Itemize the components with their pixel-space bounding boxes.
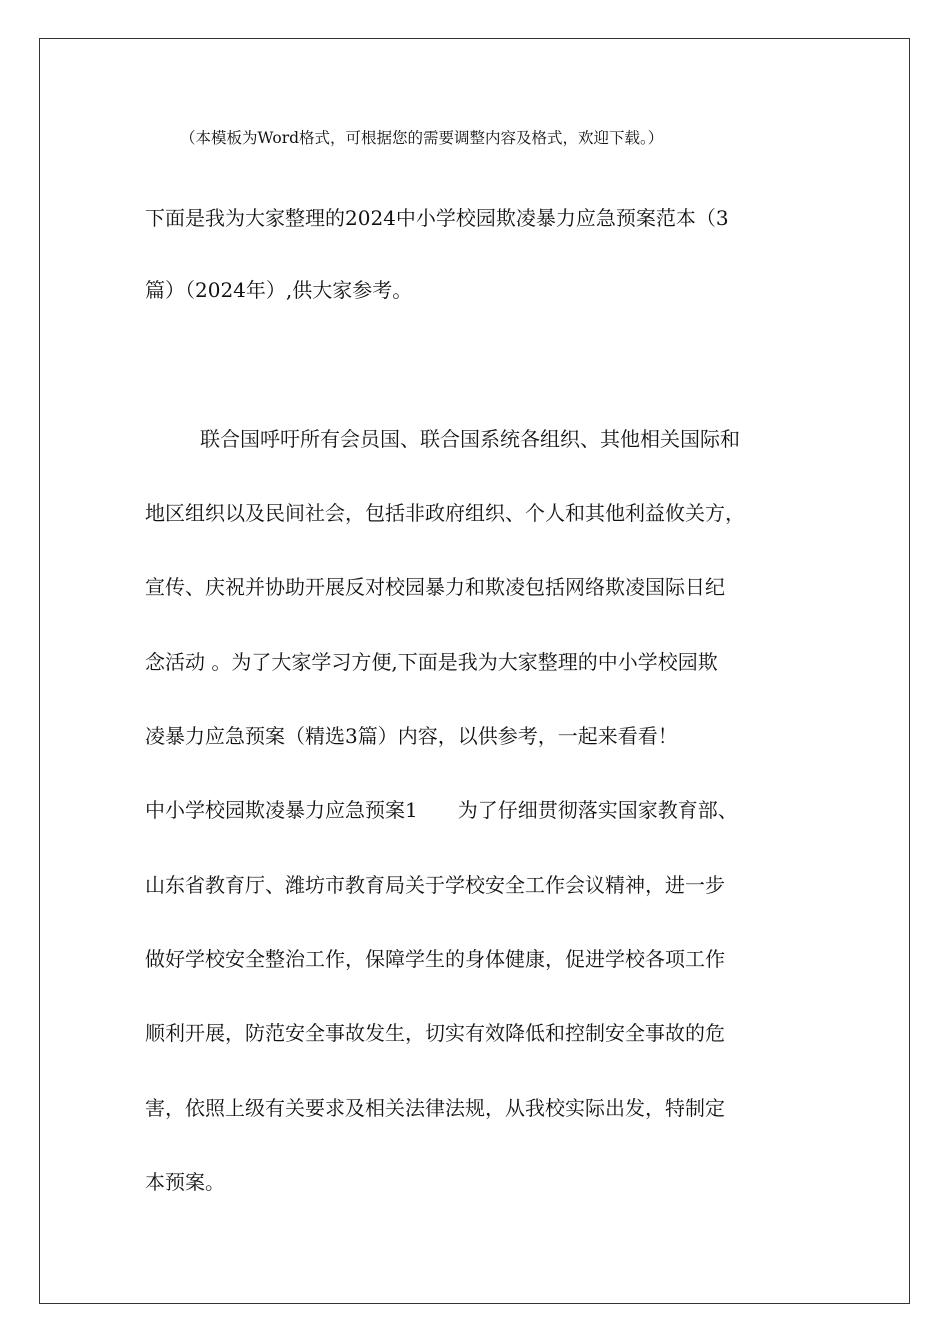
body-line-5: 凌暴力应急预案（精选3篇）内容，以供参考，一起来看看！ — [145, 724, 678, 748]
intro-line-2: 篇）（2024年）,供大家参考。 — [145, 278, 413, 302]
section-heading-line: 中小学校园欺凌暴力应急预案1 为了仔细贯彻落实国家教育部、 — [145, 798, 738, 822]
body-line-8: 做好学校安全整治工作，保障学生的身体健康，促进学校各项工作 — [145, 947, 725, 971]
body-line-7: 山东省教育厅、潍坊市教育局关于学校安全工作会议精神，进一步 — [145, 873, 725, 897]
template-notice: （本模板为Word格式，可根据您的需要调整内容及格式，欢迎下载。） — [180, 129, 664, 147]
intro-line-1: 下面是我为大家整理的2024中小学校园欺凌暴力应急预案范本（3 — [145, 206, 729, 230]
body-line-11: 本预案。 — [145, 1170, 225, 1194]
body-line-1: 联合国呼吁所有会员国、联合国系统各组织、其他相关国际和 — [200, 427, 740, 451]
body-line-9: 顺利开展，防范安全事故发生，切实有效降低和控制安全事故的危 — [145, 1021, 725, 1045]
body-line-10: 害，依照上级有关要求及相关法律法规，从我校实际出发，特制定 — [145, 1096, 725, 1120]
body-line-4: 念活动 。为了大家学习方便,下面是我为大家整理的中小学校园欺 — [145, 650, 718, 674]
body-line-3: 宣传、庆祝并协助开展反对校园暴力和欺凌包括网络欺凌国际日纪 — [145, 575, 725, 599]
body-line-2: 地区组织以及民间社会，包括非政府组织、个人和其他利益攸关方， — [145, 501, 745, 525]
